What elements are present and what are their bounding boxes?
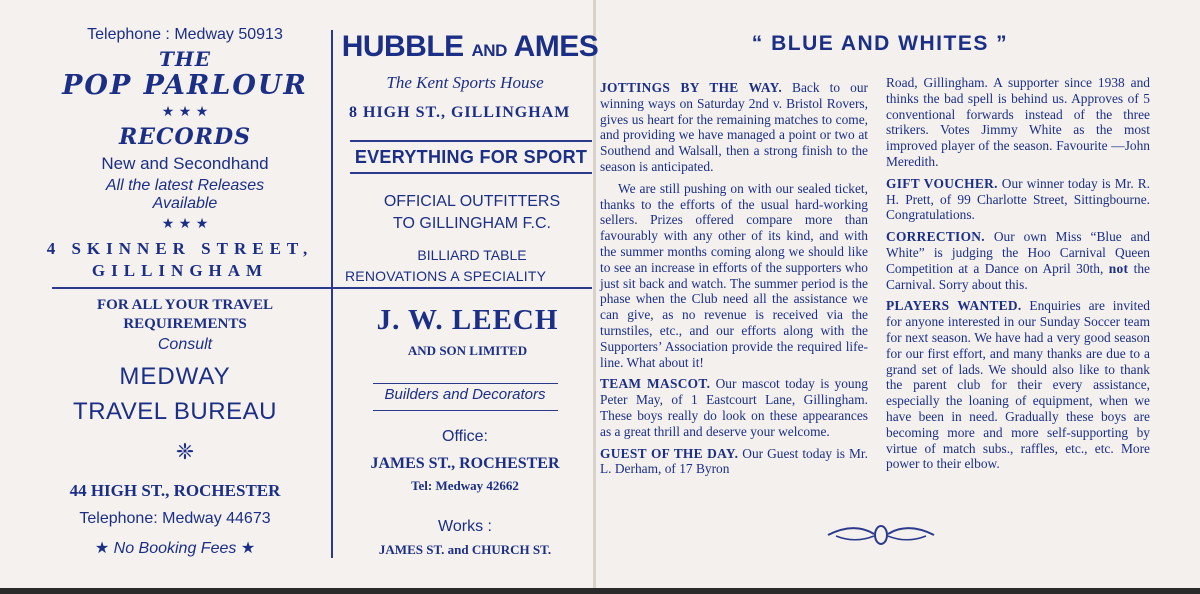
pop-parlour-releases-2: Available: [152, 195, 218, 212]
leech-office-address: JAMES ST., ROCHESTER: [370, 455, 560, 472]
article-paragraph: [886, 229, 1150, 292]
hubble-name-a: HUBBLE: [341, 30, 464, 63]
article-paragraph: [886, 176, 1150, 223]
leech-son: AND SON LIMITED: [407, 343, 528, 358]
hubble-tagline: The Kent Sports House: [386, 73, 544, 92]
paragraph-text: Our mascot today is young Peter May, of 1 Eastcourt Lane, Gillingham. These boys really do look on these appearances as a great thrill and deserve your welcome.: [600, 376, 868, 439]
pop-parlour-stars-2: ★ ★ ★: [161, 216, 209, 232]
travel-telephone: Telephone: Medway 44673: [79, 510, 271, 527]
pop-parlour-records: RECORDS: [119, 124, 251, 150]
paragraph-heading: GUEST OF THE DAY.: [600, 445, 739, 461]
leech-works-address: JAMES ST. and CHURCH ST.: [378, 542, 552, 557]
article-paragraph: [600, 80, 868, 175]
paragraph-text: Back to our winning ways on Saturday 2nd v. Bristol Rovers, gives us heart for the remaining matches to come, and providing we have managed a point or two at Southend and Walsall, then a strong finish to the season is anticipated.: [600, 80, 868, 174]
page-spine: [593, 0, 596, 590]
hubble-and: AND: [471, 41, 507, 60]
hubble-address: 8 HIGH ST., GILLINGHAM: [349, 104, 571, 121]
paragraph-text: Our Guest today is Mr. L. Derham, of 17 Byron: [600, 445, 868, 477]
travel-name-1: MEDWAY: [119, 363, 231, 390]
hubble-billiard-1: BILLIARD TABLE: [417, 247, 527, 263]
travel-ornament-icon: ❈: [175, 440, 195, 465]
paragraph-text: Our own Miss “Blue and White” is judging the Hoo Carnival Queen Competition at a Dance on April 30th,: [886, 229, 1150, 276]
vertical-rule: [331, 30, 333, 558]
hubble-name-b: AMES: [513, 30, 599, 63]
paragraph-text: Enquiries are invited for anyone interested in our Sunday Soccer team for next season. We have had a very good season for our first effort, and many thanks are due to a grand set of lads. We should also like to thank the parent club for their every assistance, especially the loaning of equipment, when we have been in need. Gradually these boys are becoming more and more self-supporting by virtue of match subs., raffles, etc., etc. More power to their elbow.: [886, 298, 1150, 472]
article-paragraph: [886, 298, 1150, 472]
horizontal-rule: [52, 287, 592, 289]
hubble-banner-rule-top: [350, 140, 592, 142]
paragraph-heading: CORRECTION.: [886, 229, 985, 245]
paragraph-emphasis: not: [1108, 260, 1129, 276]
leech-tel: Tel: Medway 42662: [411, 478, 519, 493]
paragraph-text: Our winner today is Mr. R. H. Prett, of 99 Charlotte Street, Sittingbourne. Congratulations.: [886, 175, 1150, 223]
bottom-edge: [0, 588, 1200, 594]
article-column-1: [600, 80, 868, 483]
paragraph-text: Road, Gillingham. A supporter since 1938 and thinks the bad spell is behind us. Approves of 5 conventional forwards instead of the three strikers. Votes Jimmy White as the most improved player of the season. Favourite —John Meredith.: [886, 75, 1150, 169]
leech-rule-top: [373, 383, 558, 384]
leech-name: J. W. LEECH: [376, 304, 559, 336]
paragraph-heading: GIFT VOUCHER.: [886, 175, 998, 191]
travel-address: 44 HIGH ST., ROCHESTER: [69, 481, 281, 500]
travel-consult: Consult: [157, 336, 213, 353]
paragraph-heading: PLAYERS WANTED.: [886, 298, 1022, 314]
pop-parlour-stars: ★ ★ ★: [161, 104, 209, 120]
pop-parlour-address-1: 4 SKINNER STREET,: [46, 239, 314, 258]
paragraph-text: We are still pushing on with our sealed ticket, thanks to the efforts of the usual hard-working sellers. Prizes offered compare more than favourably with any other of its kind, and with the summer months coming along we should like to see an increase in efforts of the supporters who just sit back and watch. The summer period is the phase when the Club need all the assistance we can give, as no revenue is received via the turnstiles, etc., and our efforts along with the Supporters’ Association provide the required life-line. What about it!: [600, 180, 868, 370]
hubble-outfitters-1: OFFICIAL OUTFITTERS: [383, 193, 561, 210]
paragraph-heading: TEAM MASCOT.: [600, 376, 711, 392]
article-paragraph: [886, 75, 1150, 170]
article-title: “ BLUE AND WHITES ”: [751, 32, 1009, 55]
leech-office: Office:: [442, 428, 488, 445]
article-paragraph: [600, 446, 868, 478]
pop-parlour-telephone: Telephone : Medway 50913: [87, 26, 283, 43]
leech-works: Works :: [438, 518, 492, 535]
pop-parlour-new-secondhand: New and Secondhand: [101, 154, 269, 173]
hubble-name: [340, 30, 600, 64]
paragraph-text-continued: the Carnival. Sorry about this.: [886, 260, 1150, 292]
leech-trade: Builders and Decorators: [384, 386, 546, 403]
article-paragraph: [600, 376, 868, 439]
hubble-outfitters-2: TO GILLINGHAM F.C.: [393, 215, 551, 232]
pop-parlour-releases-1: All the latest Releases: [105, 177, 265, 194]
article-paragraph: [600, 181, 868, 371]
travel-line-2: REQUIREMENTS: [123, 316, 247, 332]
leech-rule-bottom: [373, 410, 558, 411]
travel-name-2: TRAVEL BUREAU: [73, 398, 277, 425]
hubble-banner: EVERYTHING FOR SPORT: [354, 147, 588, 167]
hubble-banner-rule-bottom: [350, 172, 592, 174]
end-ornament-icon: [826, 522, 936, 548]
travel-line-1: FOR ALL YOUR TRAVEL: [96, 297, 273, 313]
travel-no-booking-fees: ★ No Booking Fees ★: [94, 540, 256, 557]
pop-parlour-name: POP PARLOUR: [62, 70, 308, 101]
pop-parlour-the: THE: [158, 47, 212, 71]
hubble-billiard-2: RENOVATIONS A SPECIALITY: [345, 268, 547, 284]
paragraph-heading: JOTTINGS BY THE WAY.: [600, 80, 782, 95]
article-column-2: [886, 75, 1150, 478]
pop-parlour-address-2: GILLINGHAM: [91, 261, 269, 280]
